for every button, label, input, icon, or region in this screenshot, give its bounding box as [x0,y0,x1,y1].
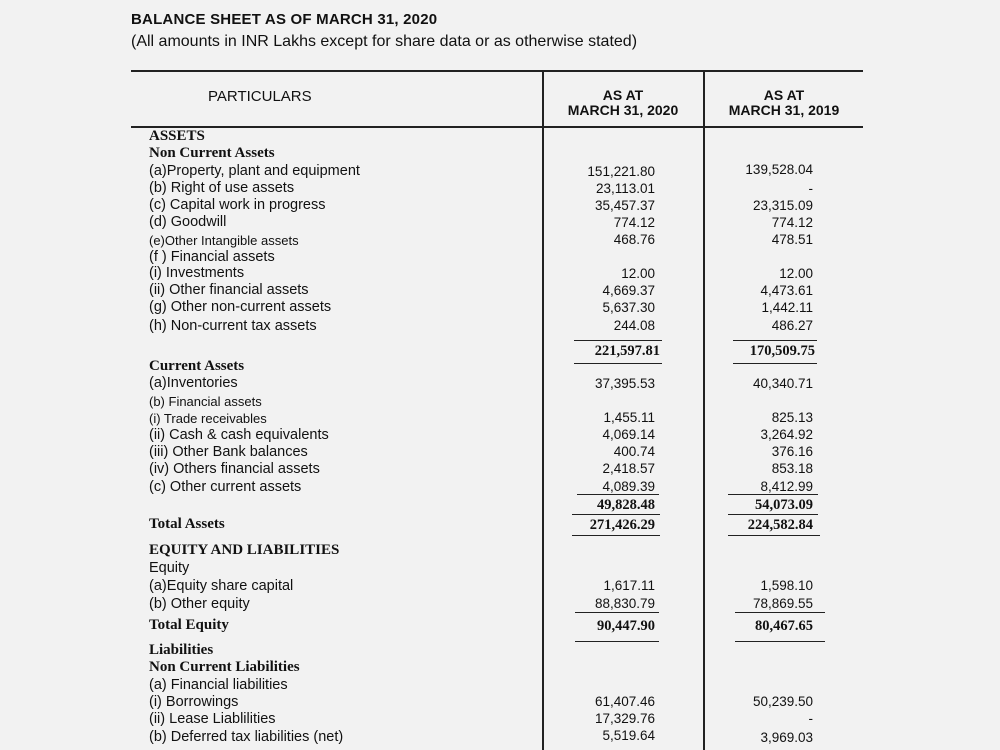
row-label: (g) Other non-current assets [149,299,332,315]
value-2019: 78,869.55 [752,596,813,611]
row-label: (i) Borrowings [149,694,239,710]
underline-2019 [728,535,820,536]
row-label: Liabilities [149,642,214,658]
column-header-2020-line2: MARCH 31, 2020 [567,102,679,118]
row-label: (e)Other Intangible assets [149,233,299,248]
value-2019: 774.12 [771,215,813,230]
underline-2019 [735,612,825,613]
value-2020: 61,407.46 [594,694,655,709]
row-label: ASSETS [149,128,205,144]
table-top-rule [131,70,863,72]
column-header-2019 [706,88,862,118]
row-label: (b) Right of use assets [149,180,295,196]
value-2019: 139,528.04 [745,162,813,177]
row-label: (ii) Lease Liablilities [149,711,276,727]
value-2019: 3,969.03 [760,730,813,745]
underline-2020 [572,514,660,515]
value-2020: 151,221.80 [587,164,655,179]
value-2019: 12.00 [779,266,813,281]
value-2019: 8,412.99 [760,479,813,494]
row-label: (i) Investments [149,265,245,281]
row-label: (b) Deferred tax liabilities (net) [149,729,344,745]
row-label: Non Current Assets [149,145,275,161]
underline-2020 [572,535,660,536]
total-equity-2020: 90,447.90 [597,618,655,634]
value-2019: - [808,181,813,196]
row-label: (d) Goodwill [149,214,227,230]
value-2020: 4,069.14 [602,427,655,442]
row-label: Non Current Liabilities [149,659,300,675]
value-2020: 4,669.37 [602,283,655,298]
column-divider-2 [703,70,705,750]
column-header-2020 [545,88,701,118]
value-2019: - [808,711,813,726]
value-2019: 3,264.92 [760,427,813,442]
row-label: (f ) Financial assets [149,249,275,265]
value-2019: 23,315.09 [752,198,813,213]
row-label: (a) Financial liabilities [149,677,288,693]
underline-2020 [575,641,659,642]
row-label: (c) Capital work in progress [149,197,326,213]
row-label: EQUITY AND LIABILITIES [149,542,340,558]
value-2020: 88,830.79 [594,596,655,611]
value-2020: 23,113.01 [595,181,655,196]
row-label: (iv) Others financial assets [149,461,320,477]
underline-2019 [728,494,818,495]
value-2019: 853.18 [771,461,813,476]
value-2020: 1,617.11 [603,578,655,593]
row-label: (b) Other equity [149,596,250,612]
subtotal-current-2020: 49,828.48 [597,497,655,513]
header-bottom-rule [131,126,863,128]
value-2020: 37,395.53 [594,376,655,391]
column-header-2019-line2: MARCH 31, 2019 [728,102,840,118]
value-2019: 376.16 [771,444,813,459]
row-label: (a)Property, plant and equipment [149,163,360,179]
row-label: (a)Equity share capital [149,578,294,594]
subtotal-current-2019: 54,073.09 [755,497,813,513]
row-label: (ii) Other financial assets [149,282,309,298]
value-2020: 244.08 [613,318,655,333]
column-header-2020-line1: AS AT [602,87,644,103]
value-2020: 5,519.64 [602,728,655,743]
value-2020: 400.74 [613,444,655,459]
row-label: Total Equity [149,617,229,633]
total-assets-2020: 271,426.29 [589,517,655,533]
row-label: (b) Financial assets [149,394,262,409]
value-2019: 1,442.11 [761,300,813,315]
row-label: Current Assets [149,358,245,374]
underline-2019 [728,514,818,515]
page-title: BALANCE SHEET AS OF MARCH 31, 2020 [131,11,438,28]
row-label: Total Assets [149,516,225,532]
column-header-particulars: PARTICULARS [208,88,312,105]
row-label: (iii) Other Bank balances [149,444,308,460]
row-label: (ii) Cash & cash equivalents [149,427,329,443]
row-label: (h) Non-current tax assets [149,318,317,334]
row-label: (c) Other current assets [149,479,302,495]
value-2020: 468.76 [613,232,655,247]
value-2020: 4,089.39 [602,479,655,494]
value-2020: 17,329.76 [594,711,655,726]
value-2020: 2,418.57 [602,461,655,476]
value-2020: 774.12 [613,215,655,230]
column-divider-1 [542,70,544,750]
underline-2020 [577,494,659,495]
value-2019: 4,473.61 [760,283,813,298]
underline-2020 [575,612,659,613]
total-assets-2019: 224,582.84 [747,517,813,533]
column-header-2019-line1: AS AT [763,87,805,103]
subtotal-non-current-2020: 221,597.81 [594,343,660,359]
value-2019: 1,598.10 [760,578,813,593]
value-2019: 40,340.71 [752,376,813,391]
row-label: Equity [149,560,190,576]
row-label: (i) Trade receivables [149,411,267,426]
value-2020: 35,457.37 [594,198,655,213]
row-label: (a)Inventories [149,375,238,391]
value-2020: 5,637.30 [602,300,655,315]
value-2020: 1,455.11 [603,410,655,425]
subtotal-non-current-2019: 170,509.75 [749,343,815,359]
value-2019: 486.27 [771,318,813,333]
value-2019: 50,239.50 [752,694,813,709]
page-subtitle: (All amounts in INR Lakhs except for share data or as otherwise stated) [131,33,638,50]
value-2019: 825.13 [771,410,813,425]
value-2020: 12.00 [621,266,655,281]
underline-2019 [735,641,825,642]
value-2019: 478.51 [771,232,813,247]
total-equity-2019: 80,467.65 [755,618,813,634]
